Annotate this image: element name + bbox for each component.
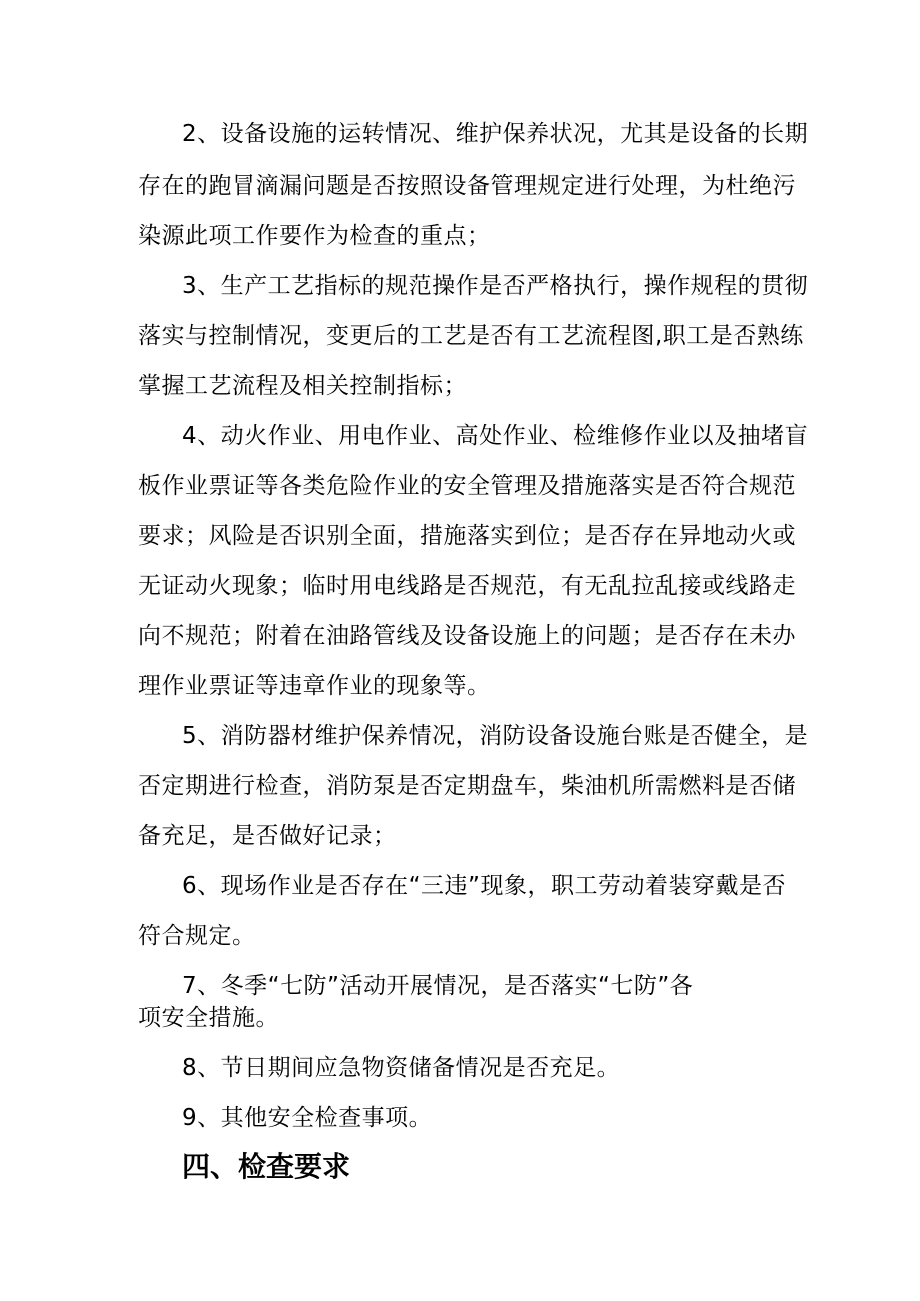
- item-4-line-1: 4、动火作业、用电作业、高处作业、检维修作业以及抽堵盲: [182, 423, 809, 449]
- item-9-line-1: 9、其他安全检查事项。: [182, 1105, 433, 1131]
- item-6-line-1: 6、现场作业是否存在“三违”现象，职工劳动着装穿戴是否: [182, 873, 786, 899]
- section-heading: 四、检查要求: [182, 1150, 351, 1183]
- item-5-line-2: 否定期进行检查，消防泵是否定期盘车，柴油机所需燃料是否储: [138, 773, 796, 799]
- item-2-line-2: 存在的跑冒滴漏问题是否按照设备管理规定进行处理，为杜绝污: [138, 173, 796, 199]
- item-4-line-2: 板作业票证等各类危险作业的安全管理及措施落实是否符合规范: [138, 473, 796, 499]
- item-5-line-1: 5、消防器材维护保养情况，消防设备设施台账是否健全，是: [182, 723, 809, 749]
- item-4-line-6: 理作业票证等违章作业的现象等。: [138, 673, 491, 699]
- item-4-line-3: 要求；风险是否识别全面，措施落实到位；是否存在异地动火或: [138, 523, 796, 549]
- item-7-line-1: 7、冬季“七防”活动开展情况，是否落实“七防”各: [182, 973, 694, 999]
- item-3-line-1: 3、生产工艺指标的规范操作是否严格执行，操作规程的贯彻: [182, 273, 809, 299]
- item-6-line-2: 符合规定。: [138, 923, 256, 949]
- item-7-line-2: 项安全措施。: [138, 1005, 279, 1031]
- item-4-line-4: 无证动火现象；临时用电线路是否规范，有无乱拉乱接或线路走: [138, 573, 796, 599]
- item-8-line-1: 8、节日期间应急物资储备情况是否充足。: [182, 1055, 621, 1081]
- item-2-line-3: 染源此项工作要作为检查的重点；: [138, 223, 491, 249]
- item-2-line-1: 2、设备设施的运转情况、维护保养状况，尤其是设备的长期: [182, 121, 809, 147]
- item-4-line-5: 向不规范；附着在油路管线及设备设施上的问题；是否存在未办: [138, 623, 796, 649]
- item-5-line-3: 备充足，是否做好记录；: [138, 823, 397, 849]
- item-3-line-2: 落实与控制情况，变更后的工艺是否有工艺流程图,职工是否熟练: [138, 323, 804, 349]
- item-3-line-3: 掌握工艺流程及相关控制指标；: [138, 373, 467, 399]
